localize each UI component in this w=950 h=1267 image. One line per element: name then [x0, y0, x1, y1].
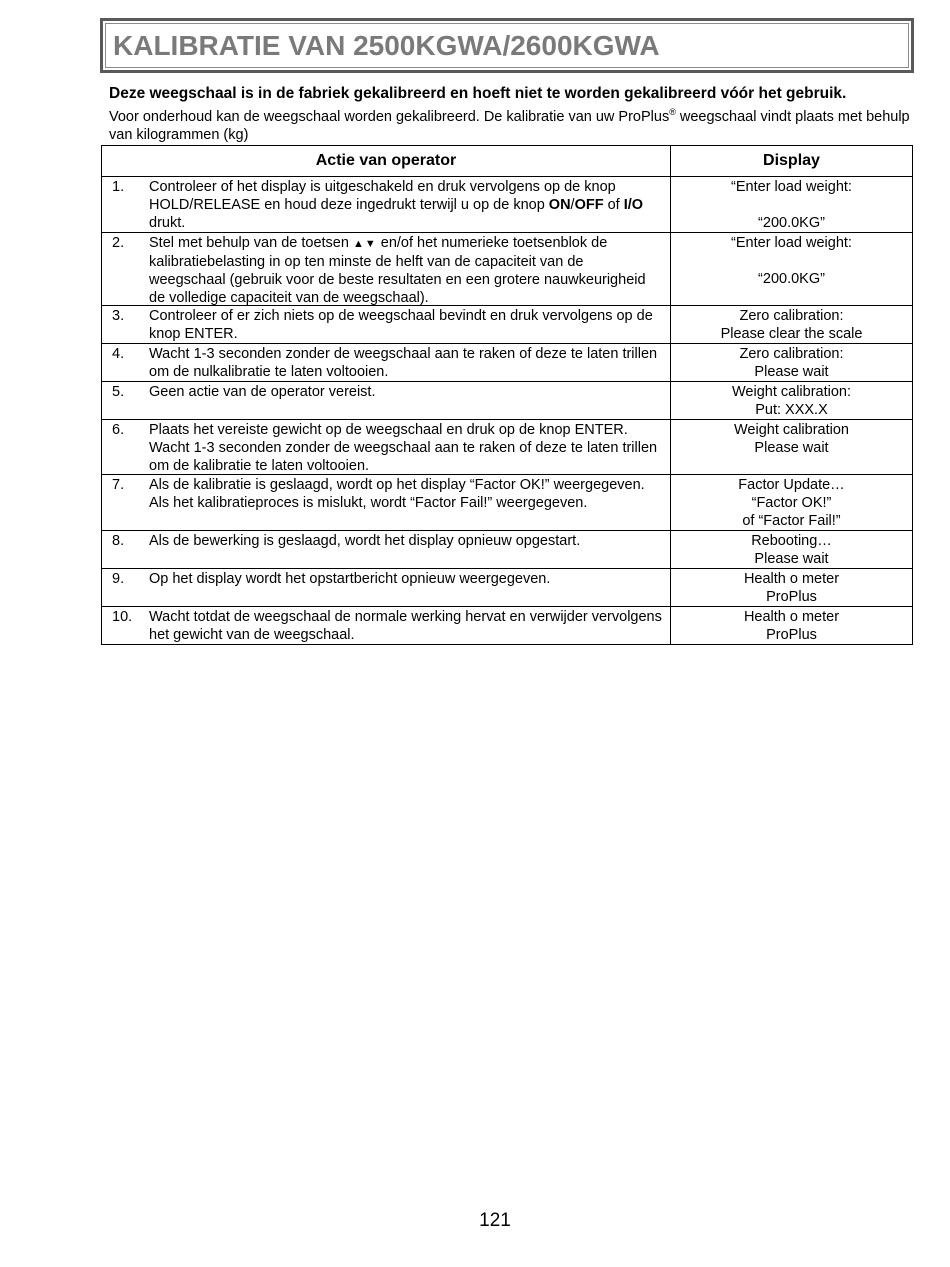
display-cell — [671, 382, 913, 420]
operator-cell — [102, 531, 671, 569]
intro-notice: Deze weegschaal is in de fabriek gekalibreerd en hoeft niet te worden gekalibreerd vóór het gebruik. — [109, 85, 847, 102]
display-line: Zero calibration: — [739, 308, 844, 324]
operator-cell — [102, 569, 671, 607]
registered-mark: ® — [669, 107, 676, 117]
step-number: 8. — [112, 533, 125, 549]
table-row — [102, 344, 913, 382]
step-number: 3. — [112, 308, 125, 324]
page-number: 121 — [479, 1210, 511, 1231]
display-cell — [671, 607, 913, 645]
display-line: “200.0KG” — [758, 215, 825, 231]
display-line: Please wait — [754, 440, 829, 456]
step-number: 7. — [112, 477, 125, 493]
display-line: Put: XXX.X — [755, 402, 828, 418]
display-line: “Enter load weight: — [731, 179, 852, 195]
display-line: Weight calibration — [734, 422, 849, 438]
step-text-part: drukt. — [149, 215, 186, 231]
step-number: 5. — [112, 384, 125, 400]
operator-cell — [102, 177, 671, 233]
step-text-bold: I/O — [623, 197, 644, 213]
display-line: “200.0KG” — [758, 271, 825, 287]
display-line: Health o meter — [743, 609, 840, 625]
table-row — [102, 233, 913, 306]
operator-cell — [102, 233, 671, 306]
display-cell — [671, 475, 913, 531]
intro-text-before: Voor onderhoud kan de weegschaal worden gekalibreerd. De kalibratie van uw ProPlus — [109, 108, 670, 125]
display-line: Health o meter — [743, 571, 840, 587]
display-line: of “Factor Fail!” — [742, 513, 841, 529]
display-cell — [671, 531, 913, 569]
step-text-part: Controleer of het display is uitgeschakeld en druk vervolgens op de knop HOLD/RELEASE en houd deze ingedrukt terwijl u op de knop — [149, 179, 616, 213]
display-line: Please wait — [754, 364, 829, 380]
table-row — [102, 531, 913, 569]
display-line — [671, 252, 912, 270]
display-cell — [671, 233, 913, 306]
page-title: KALIBRATIE VAN 2500KGWA/2600KGWA — [113, 30, 660, 61]
step-text: Wacht totdat de weegschaal de normale werking hervat en verwijder vervolgens het gewicht van de weegschaal. — [149, 609, 662, 643]
intro-paragraph — [109, 103, 924, 144]
intro-section — [109, 84, 939, 144]
intro-text-after: weegschaal vindt plaats met behulp van kilogrammen (kg) — [109, 108, 910, 143]
header-operator: Actie van operator — [102, 146, 671, 177]
operator-cell — [102, 306, 671, 344]
display-line: “Enter load weight: — [731, 235, 852, 251]
display-cell — [671, 306, 913, 344]
display-line: ProPlus — [766, 627, 817, 643]
step-number: 1. — [112, 179, 125, 195]
table-row — [102, 382, 913, 420]
step-text: Plaats het vereiste gewicht op de weegschaal en druk op de knop ENTER. Wacht 1-3 seconden zonder de weegschaal aan te raken of deze te laten trillen om de kalibratie te laten voltooien. — [149, 422, 658, 474]
display-line — [671, 196, 912, 214]
display-cell — [671, 344, 913, 382]
step-text — [149, 234, 664, 305]
header-display: Display — [671, 146, 913, 177]
step-text-bold: OFF — [574, 197, 604, 213]
operator-cell — [102, 420, 671, 475]
step-number: 9. — [112, 571, 125, 587]
calibration-table — [101, 145, 913, 645]
step-text-bold: ON — [548, 197, 571, 213]
display-line: ProPlus — [766, 589, 817, 605]
step-text-part: of — [603, 197, 624, 213]
table-row — [102, 306, 913, 344]
operator-cell — [102, 607, 671, 645]
operator-cell — [102, 475, 671, 531]
display-line: Rebooting… — [751, 533, 832, 549]
display-cell — [671, 569, 913, 607]
step-number: 6. — [112, 422, 125, 438]
table-row — [102, 569, 913, 607]
step-text: Op het display wordt het opstartbericht opnieuw weergegeven. — [149, 571, 551, 587]
display-line: Weight calibration: — [731, 384, 852, 400]
display-line: Please wait — [754, 551, 829, 567]
step-text: Als de bewerking is geslaagd, wordt het display opnieuw opgestart. — [149, 533, 581, 549]
table-row — [102, 177, 913, 233]
table-row — [102, 607, 913, 645]
step-text-part: en/of het numerieke toetsenblok de kalibratiebelasting in op ten minste de helft van de capaciteit van de weegschaal (gebruik voor de beste resultaten en een grotere nauwkeurigheid de volledige capaciteit van de weegschaal). — [149, 235, 646, 306]
step-number: 2. — [112, 235, 125, 251]
step-number: 10. — [112, 609, 133, 625]
display-cell — [671, 420, 913, 475]
arrow-keys-icon: ▲▼ — [352, 238, 377, 250]
display-line: Factor Update… — [738, 477, 845, 493]
step-text-part: Stel met behulp van de toetsen — [149, 235, 353, 251]
table-row — [102, 475, 913, 531]
step-text: Wacht 1-3 seconden zonder de weegschaal aan te raken of deze te laten trillen om de nulkalibratie te laten voltooien. — [149, 346, 658, 380]
display-line: Zero calibration: — [739, 346, 844, 362]
step-text: Geen actie van de operator vereist. — [149, 384, 376, 400]
step-text-part: / — [570, 197, 575, 213]
table-header-row — [102, 146, 913, 177]
title-box — [100, 18, 914, 73]
operator-cell — [102, 382, 671, 420]
step-text: Controleer of er zich niets op de weegschaal bevindt en druk vervolgens op de knop ENTER. — [149, 308, 653, 342]
display-line: “Factor OK!” — [751, 495, 832, 511]
operator-cell — [102, 344, 671, 382]
display-cell — [671, 177, 913, 233]
table-row — [102, 420, 913, 475]
step-text: Als de kalibratie is geslaagd, wordt op het display “Factor OK!” weergegeven. Als het kalibratieproces is mislukt, wordt “Factor Fail!” weergegeven. — [149, 477, 645, 511]
step-number: 4. — [112, 346, 125, 362]
display-line: Please clear the scale — [720, 326, 863, 342]
step-text — [149, 178, 664, 231]
